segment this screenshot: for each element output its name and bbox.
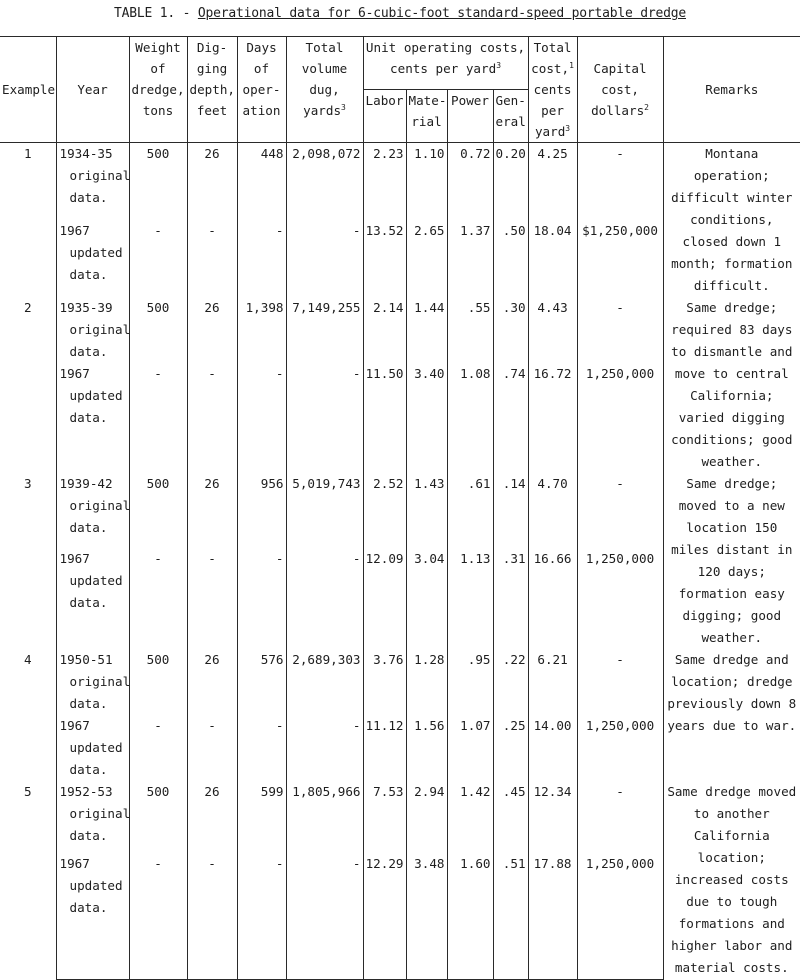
general-cell: .25 [493, 715, 528, 781]
days-cell: - [237, 548, 286, 649]
header-material: Mate- rial [406, 90, 447, 143]
power-cell: 1.07 [447, 715, 493, 781]
operational-data-table [0, 36, 800, 980]
weight-cell: 500 [129, 473, 187, 548]
header-remarks: Remarks [663, 37, 800, 143]
depth-cell: - [187, 853, 237, 979]
labor-cell: 2.23 [363, 143, 406, 221]
material-cell: 1.56 [406, 715, 447, 781]
year-note: original [69, 322, 131, 337]
volume-cell: 2,098,072 [286, 143, 363, 221]
power-cell: 0.72 [447, 143, 493, 221]
total-cost-cell: 6.21 [528, 649, 577, 715]
year-cell [56, 781, 129, 853]
labor-cell: 13.52 [363, 220, 406, 297]
year-label: 1967 [59, 366, 90, 381]
remarks-cell: Montana operation; difficult winter conditions, closed down 1 month; formation difficult. [663, 143, 800, 298]
year-label: 1967 [59, 551, 90, 567]
days-cell: - [237, 715, 286, 781]
volume-cell: - [286, 853, 363, 979]
table-header [0, 37, 800, 143]
general-cell: .30 [493, 297, 528, 363]
year-cell [56, 853, 129, 979]
general-cell: .74 [493, 363, 528, 473]
year-note: data. [69, 762, 108, 777]
general-cell: .31 [493, 548, 528, 649]
depth-cell: - [187, 715, 237, 781]
labor-cell: 7.53 [363, 781, 406, 853]
power-cell: 1.42 [447, 781, 493, 853]
volume-cell: 5,019,743 [286, 473, 363, 548]
year-note: original [69, 674, 131, 689]
remarks-cell: Same dredge and location; dredge previously down 8 years due to war. [663, 649, 800, 781]
header-unit-operating-costs: Unit operating costs, cents per yard$^3$ [363, 37, 528, 90]
total-cost-cell: 4.25 [528, 143, 577, 221]
volume-cell: - [286, 363, 363, 473]
capital-cost-cell: $1,250,000 [577, 220, 663, 297]
weight-cell: - [129, 363, 187, 473]
year-note: updated [69, 740, 123, 755]
year-note: updated [69, 573, 123, 589]
year-cell [56, 297, 129, 363]
days-cell: - [237, 363, 286, 473]
days-cell: 576 [237, 649, 286, 715]
total-cost-cell: 18.04 [528, 220, 577, 297]
year-note: data. [69, 828, 108, 843]
volume-cell: 7,149,255 [286, 297, 363, 363]
general-cell: 0.20 [493, 143, 528, 221]
year-cell [56, 220, 129, 297]
days-cell: 448 [237, 143, 286, 221]
year-label: 1967 [59, 223, 90, 239]
power-cell: 1.08 [447, 363, 493, 473]
days-cell: 599 [237, 781, 286, 853]
year-note: original [69, 498, 131, 513]
year-note: updated [69, 245, 123, 261]
header-power: Power [447, 90, 493, 143]
general-cell: .14 [493, 473, 528, 548]
general-cell: .50 [493, 220, 528, 297]
year-note: data. [69, 190, 108, 205]
year-note: data. [69, 520, 108, 535]
weight-cell: - [129, 853, 187, 979]
material-cell: 2.65 [406, 220, 447, 297]
general-cell: .22 [493, 649, 528, 715]
year-note: updated [69, 388, 123, 403]
header-days-of-operation: Days of oper- ation [237, 37, 286, 143]
labor-cell: 3.76 [363, 649, 406, 715]
capital-cost-cell: - [577, 649, 663, 715]
total-cost-cell: 14.00 [528, 715, 577, 781]
depth-cell: - [187, 220, 237, 297]
total-cost-cell: 12.34 [528, 781, 577, 853]
volume-cell: - [286, 715, 363, 781]
material-cell: 2.94 [406, 781, 447, 853]
table-number: TABLE 1. - [113, 6, 198, 21]
total-cost-cell: 17.88 [528, 853, 577, 979]
depth-cell: 26 [187, 473, 237, 548]
year-note: data. [69, 696, 108, 711]
weight-cell: - [129, 548, 187, 649]
labor-cell: 2.14 [363, 297, 406, 363]
capital-cost-cell: - [577, 143, 663, 221]
capital-cost-cell: - [577, 781, 663, 853]
material-cell: 3.40 [406, 363, 447, 473]
labor-cell: 2.52 [363, 473, 406, 548]
total-cost-cell: 4.70 [528, 473, 577, 548]
capital-cost-cell: - [577, 473, 663, 548]
power-cell: 1.13 [447, 548, 493, 649]
power-cell: .55 [447, 297, 493, 363]
table-body [0, 143, 800, 980]
total-cost-cell: 4.43 [528, 297, 577, 363]
days-cell: 956 [237, 473, 286, 548]
power-cell: .61 [447, 473, 493, 548]
table-title [0, 6, 800, 21]
depth-cell: 26 [187, 297, 237, 363]
weight-cell: 500 [129, 649, 187, 715]
year-note: data. [69, 899, 108, 915]
year-note: updated [69, 877, 123, 893]
general-cell: .51 [493, 853, 528, 979]
header-general: Gen- eral [493, 90, 528, 143]
total-cost-cell: 16.66 [528, 548, 577, 649]
power-cell: 1.60 [447, 853, 493, 979]
labor-cell: 11.50 [363, 363, 406, 473]
weight-cell: 500 [129, 143, 187, 221]
example-number-cell: 5 [23, 784, 32, 799]
remarks-cell: Same dredge moved to another California location; increased costs due to tough formations and higher labor and material costs. [663, 781, 800, 979]
year-cell [56, 548, 129, 649]
year-label: 1934-35 [59, 146, 113, 161]
header-capital-cost: Capital cost, dollars$^2$ [577, 37, 663, 143]
depth-cell: - [187, 363, 237, 473]
material-cell: 1.43 [406, 473, 447, 548]
volume-cell: - [286, 548, 363, 649]
year-label: 1967 [59, 718, 90, 733]
year-note: data. [69, 267, 108, 283]
days-cell: 1,398 [237, 297, 286, 363]
example-number-cell: 1 [23, 146, 32, 161]
table-row [0, 297, 800, 363]
year-label: 1952-53 [59, 784, 113, 799]
year-label: 1935-39 [59, 300, 113, 315]
labor-cell: 11.12 [363, 715, 406, 781]
year-cell [56, 715, 129, 781]
volume-cell: 2,689,303 [286, 649, 363, 715]
remarks-cell: Same dredge; required 83 days to dismantle and move to central California; varied digging conditions; good weather. [663, 297, 800, 473]
weight-cell: - [129, 220, 187, 297]
year-note: original [69, 168, 131, 183]
power-cell: .95 [447, 649, 493, 715]
volume-cell: - [286, 220, 363, 297]
example-number-cell: 4 [23, 652, 32, 667]
material-cell: 1.44 [406, 297, 447, 363]
depth-cell: - [187, 548, 237, 649]
header-year: Year [56, 37, 129, 143]
total-cost-cell: 16.72 [528, 363, 577, 473]
material-cell: 3.04 [406, 548, 447, 649]
days-cell: - [237, 220, 286, 297]
weight-cell: - [129, 715, 187, 781]
material-cell: 3.48 [406, 853, 447, 979]
header-example: Example [0, 37, 56, 143]
year-note: data. [69, 595, 108, 611]
header-labor: Labor [363, 90, 406, 143]
general-cell: .45 [493, 781, 528, 853]
year-label: 1967 [59, 855, 90, 871]
table-caption: Operational data for 6-cubic-foot standard-speed portable dredge [197, 6, 686, 21]
power-cell: 1.37 [447, 220, 493, 297]
depth-cell: 26 [187, 143, 237, 221]
capital-cost-cell: 1,250,000 [577, 548, 663, 649]
header-digging-depth: Dig- ging depth, feet [187, 37, 237, 143]
year-cell [56, 143, 129, 221]
year-label: 1939-42 [59, 476, 113, 491]
capital-cost-cell: 1,250,000 [577, 715, 663, 781]
year-cell [56, 649, 129, 715]
header-weight: Weight of dredge, tons [129, 37, 187, 143]
header-total-volume: Total volume dug, yards$^3$ [286, 37, 363, 143]
example-number-cell: 3 [23, 476, 32, 491]
weight-cell: 500 [129, 781, 187, 853]
year-note: original [69, 806, 131, 821]
material-cell: 1.10 [406, 143, 447, 221]
remarks-cell: Same dredge; moved to a new location 150 miles distant in 120 days; formation easy digging; good weather. [663, 473, 800, 649]
year-cell [56, 473, 129, 548]
labor-cell: 12.29 [363, 853, 406, 979]
year-note: data. [69, 344, 108, 359]
table-row [0, 649, 800, 715]
material-cell: 1.28 [406, 649, 447, 715]
capital-cost-cell: 1,250,000 [577, 853, 663, 979]
days-cell: - [237, 853, 286, 979]
table-row [0, 781, 800, 853]
table-row [0, 143, 800, 221]
capital-cost-cell: 1,250,000 [577, 363, 663, 473]
capital-cost-cell: - [577, 297, 663, 363]
labor-cell: 12.09 [363, 548, 406, 649]
weight-cell: 500 [129, 297, 187, 363]
example-number-cell: 2 [23, 300, 32, 315]
year-label: 1950-51 [59, 652, 113, 667]
volume-cell: 1,805,966 [286, 781, 363, 853]
depth-cell: 26 [187, 649, 237, 715]
depth-cell: 26 [187, 781, 237, 853]
table-row [0, 473, 800, 548]
year-cell [56, 363, 129, 473]
header-total-cost: Total cost,$^1$ cents per yard$^3$ [528, 37, 577, 143]
year-note: data. [69, 410, 108, 425]
